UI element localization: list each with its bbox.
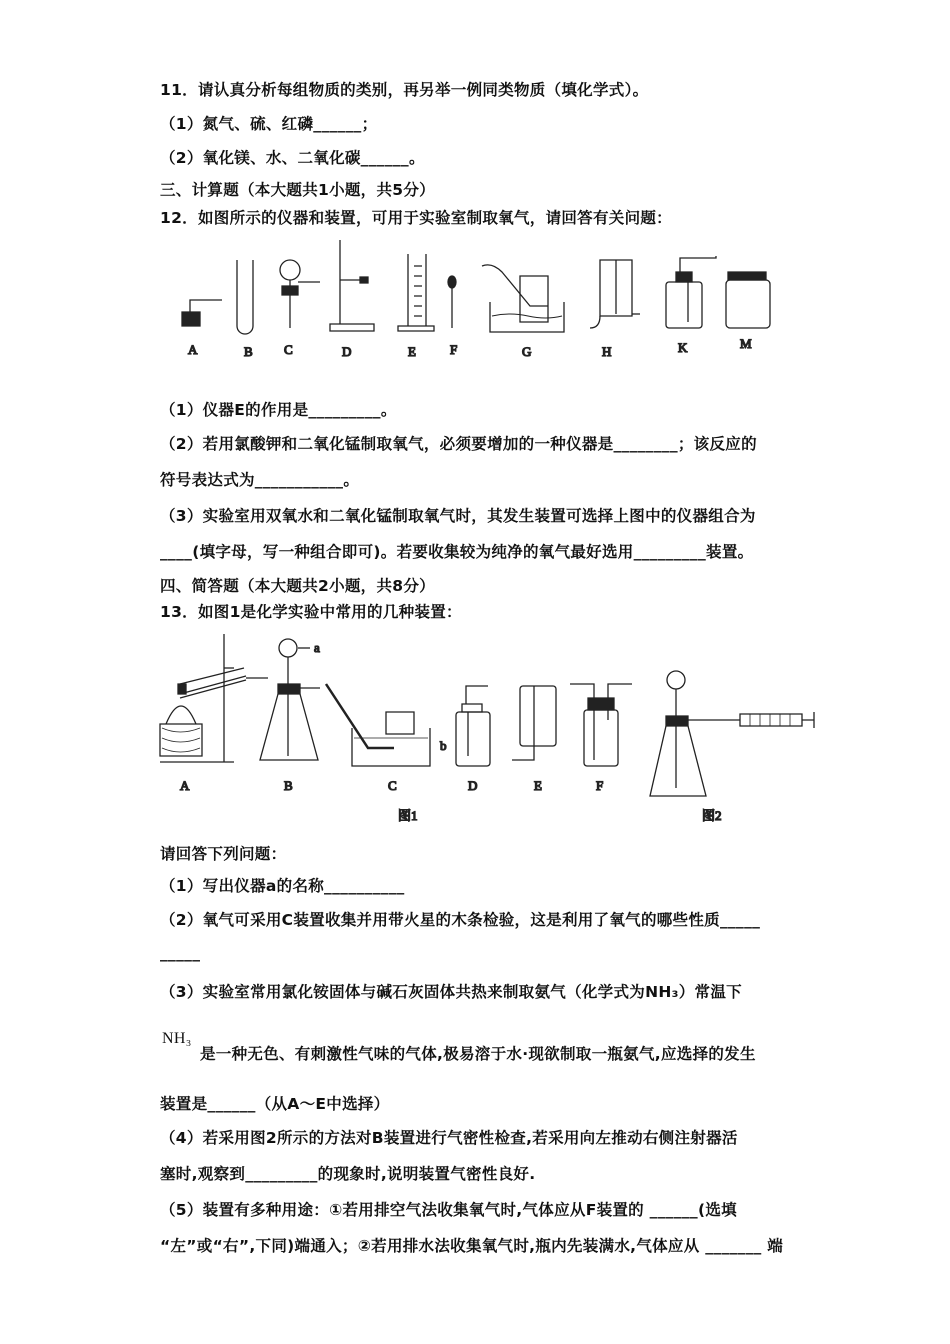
fig1-label-A: A: [180, 778, 190, 793]
nh3-formula: NH₃: [162, 1030, 192, 1047]
apparatus-a-stopper-tube: [182, 300, 222, 326]
q13-part1: （1）写出仪器a的名称__________: [160, 877, 405, 895]
q13-part4-line1: （4）若采用图2所示的方法对B装置进行气密性检查,若采用向左推动右侧注射器活: [160, 1129, 738, 1147]
fig1-label-E: E: [534, 778, 542, 793]
q11-part1: （1）氮气、硫、红磷______；: [160, 115, 378, 133]
section-4-heading: 四、简答题（本大题共2小题，共8分）: [160, 577, 435, 595]
apparatus-e-graduated-cylinder: [398, 254, 434, 331]
fig2-caption: 图2: [702, 808, 722, 823]
q13-part5-line2: “左”或“右”,下同)端通入；②若用排水法收集氧气时,瓶内先装满水,气体应从 _______ 端: [160, 1237, 784, 1255]
fig1-apparatus-e-bottle: [512, 686, 556, 760]
apparatus-m-wide-bottle: [726, 272, 770, 328]
q12-stem: 12．如图所示的仪器和装置，可用于实验室制取氧气，请回答有关问题：: [160, 209, 672, 227]
q12-label-h: H: [602, 344, 612, 359]
q13-part2-line2: _____: [160, 944, 201, 962]
fig1-apparatus-c-water-trough: [326, 684, 430, 766]
q12-part3-line2: ____(填字母，写一种组合即可)。若要收集较为纯净的氧气最好选用_________装置。: [160, 543, 754, 561]
q11-stem: 11．请认真分析每组物质的类别，再另举一例同类物质（填化学式）。: [160, 81, 649, 99]
fig1-caption: 图1: [398, 808, 418, 823]
q12-label-g: G: [522, 344, 532, 359]
fig1-apparatus-f-gas-bottle: [570, 684, 632, 766]
q12-label-m: M: [740, 336, 752, 351]
q13-ask: 请回答下列问题：: [160, 845, 287, 863]
q13-apparatus-figure: [150, 628, 830, 828]
fig1-label-D: D: [468, 778, 478, 793]
apparatus-k-gas-bottle: [666, 256, 716, 328]
apparatus-d-iron-stand: [330, 240, 374, 331]
q12-part2-line2: 符号表达式为___________。: [160, 471, 360, 489]
q12-label-k: K: [678, 340, 688, 355]
fig1-label-b: b: [440, 738, 447, 753]
fig2-flask-with-syringe: [650, 671, 814, 796]
q13-stem: 13．如图1是化学实验中常用的几种装置：: [160, 603, 462, 621]
fig1-apparatus-b-conical-flask: [260, 639, 320, 760]
apparatus-g-water-trough: [482, 265, 564, 332]
q12-part2-line1: （2）若用氯酸钾和二氧化锰制取氧气，必须要增加的一种仪器是________；该反应的: [160, 435, 757, 453]
apparatus-c-separatory-funnel: [280, 260, 320, 328]
apparatus-h-tube-apparatus: [590, 260, 640, 328]
q13-part4-line2: 塞时,观察到_________的现象时,说明装置气密性良好.: [160, 1165, 536, 1183]
fig1-apparatus-a-heating: [160, 634, 268, 762]
q12-label-c: C: [284, 342, 293, 357]
q12-label-a: A: [188, 342, 198, 357]
q12-apparatus-figure: [170, 236, 790, 366]
q12-part3-line1: （3）实验室用双氧水和二氧化锰制取氧气时，其发生装置可选择上图中的仪器组合为: [160, 507, 756, 525]
apparatus-b-test-tube: [237, 260, 253, 334]
q12-label-d: D: [342, 344, 352, 359]
q12-label-f: F: [450, 342, 458, 357]
section-3-heading: 三、计算题（本大题共1小题，共5分）: [160, 181, 435, 199]
fig1-apparatus-d-bottle: [456, 686, 490, 766]
q13-part5-line1: （5）装置有多种用途：①若用排空气法收集氧气时,气体应从F装置的 ______(选填: [160, 1201, 737, 1219]
q13-part3-line2: 是一种无色、有刺激性气味的气体,极易溶于水·现欲制取一瓶氨气,应选择的发生: [200, 1045, 756, 1063]
q12-label-b: B: [244, 344, 253, 359]
q13-part2-line1: （2）氧气可采用C装置收集并用带火星的木条检验，这是利用了氧气的哪些性质_____: [160, 911, 761, 929]
fig1-label-B: B: [284, 778, 293, 793]
apparatus-f-dropper: [448, 276, 456, 328]
q11-part2: （2）氧化镁、水、二氧化碳______。: [160, 149, 425, 167]
fig1-label-a: a: [314, 640, 320, 655]
q12-part1: （1）仪器E的作用是_________。: [160, 401, 397, 419]
fig1-label-F: F: [596, 778, 604, 793]
q13-part3-line1: （3）实验室常用氯化铵固体与碱石灰固体共热来制取氨气（化学式为NH₃）常温下: [160, 983, 742, 1001]
q12-label-e: E: [408, 344, 416, 359]
fig1-label-C: C: [388, 778, 397, 793]
q13-part3-line3: 装置是______（从A～E中选择）: [160, 1095, 390, 1113]
